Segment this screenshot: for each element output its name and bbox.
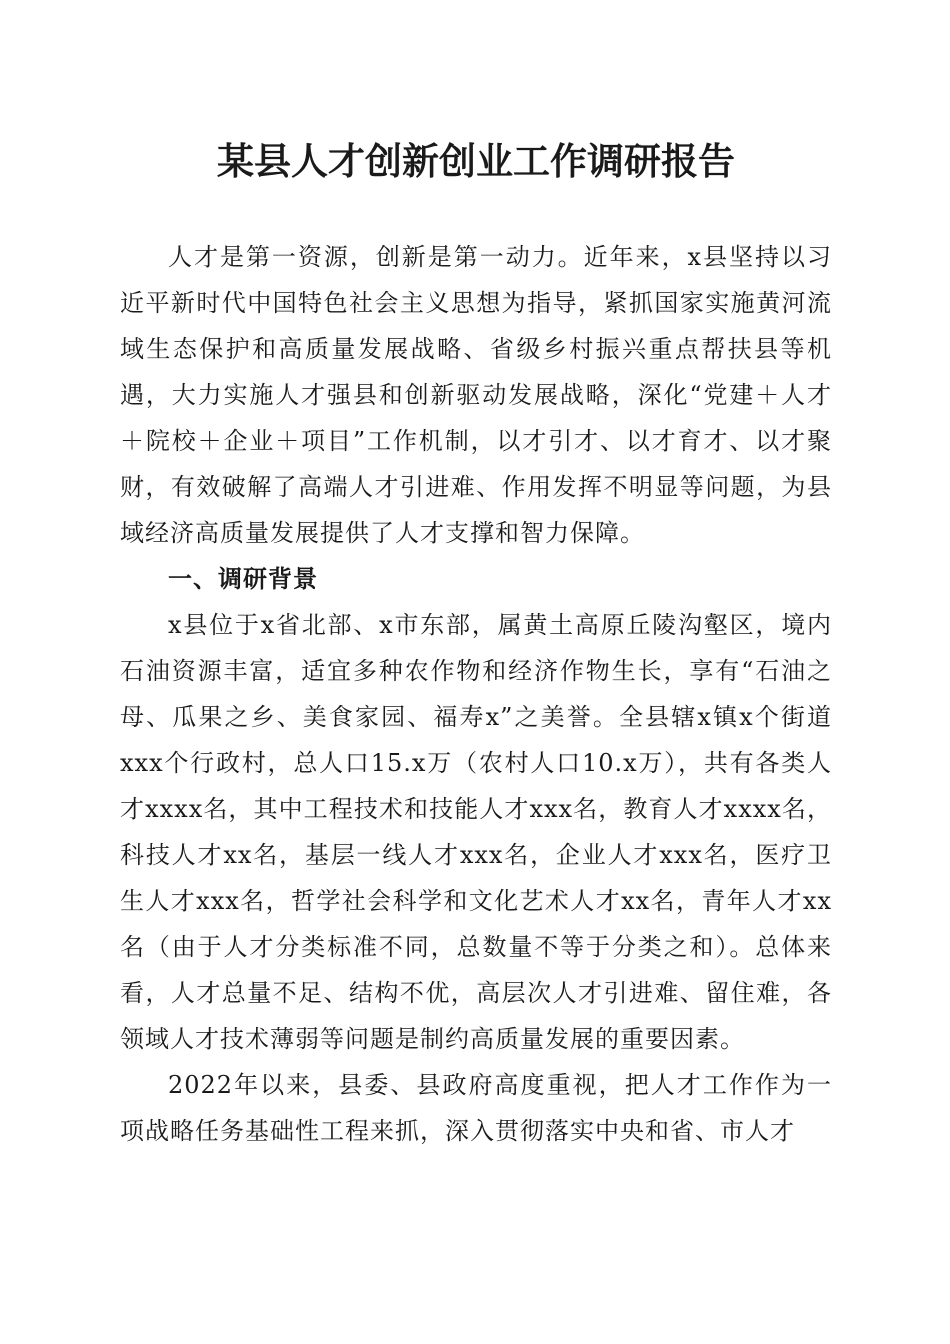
document-title: 某县人才创新创业工作调研报告	[217, 139, 735, 183]
document-body	[120, 234, 832, 1154]
section-heading-background: 一、调研背景	[168, 565, 318, 593]
background-paragraph-2: 2022年以来，县委、县政府高度重视，把人才工作作为一项战略任务基础性工程来抓，深入贯彻落实中央和省、市人才	[120, 1071, 832, 1145]
intro-paragraph: 人才是第一资源，创新是第一动力。近年来，x县坚持以习近平新时代中国特色社会主义思想为指导，紧抓国家实施黄河流域生态保护和高质量发展战略、省级乡村振兴重点帮扶县等机遇，大力实施人才强县和创新驱动发展战略，深化“党建＋人才＋院校＋企业＋项目”工作机制，以才引才、以才育才、以才聚财，有效破解了高端人才引进难、作用发挥不明显等问题，为县域经济高质量发展提供了人才支撑和智力保障。	[120, 243, 832, 547]
background-paragraph-1: x县位于x省北部、x市东部，属黄土高原丘陵沟壑区，境内石油资源丰富，适宜多种农作物和经济作物生长，享有“石油之母、瓜果之乡、美食家园、福寿x”之美誉。全县辖x镇x个街道xxx个行政村，总人口15.x万（农村人口10.x万），共有各类人才xxxx名，其中工程技术和技能人才xxx名，教育人才xxxx名，科技人才xx名，基层一线人才xxx名，企业人才xxx名，医疗卫生人才xxx名，哲学社会科学和文化艺术人才xx名，青年人才xx名（由于人才分类标准不同，总数量不等于分类之和）。总体来看，人才总量不足、结构不优，高层次人才引进难、留住难，各领域人才技术薄弱等问题是制约高质量发展的重要因素。	[120, 611, 832, 1053]
